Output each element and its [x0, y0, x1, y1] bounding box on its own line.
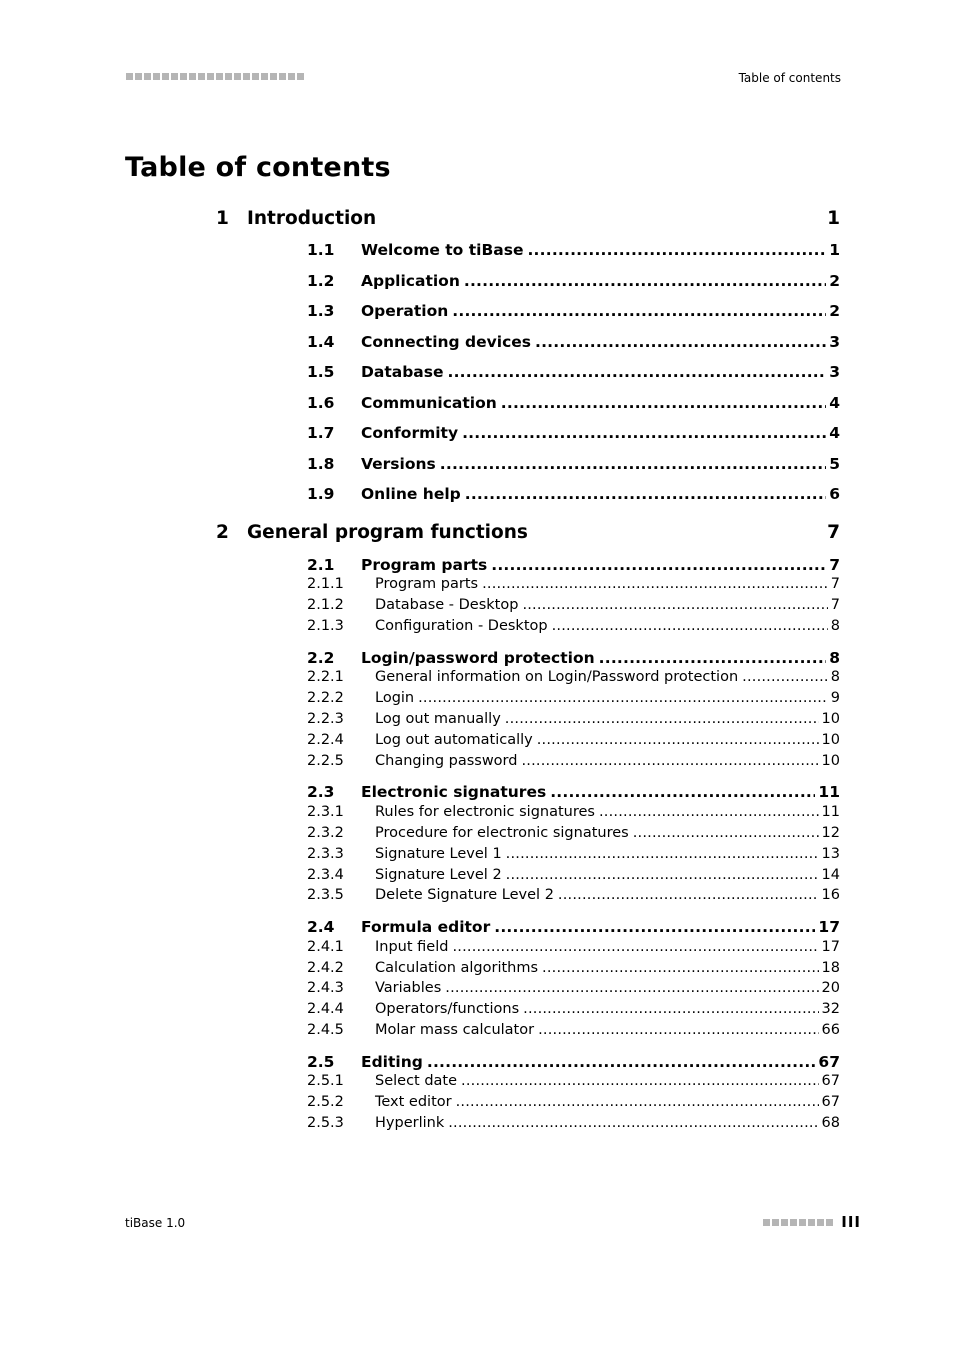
toc-subsection[interactable]: [307, 939, 840, 959]
chapter-title: General program functions: [247, 522, 528, 543]
chapter-title: Introduction: [247, 208, 377, 229]
entry-title: Application: [361, 272, 460, 290]
dot-leader: [491, 556, 826, 574]
dot-leader: [523, 1001, 818, 1017]
entry-page: 3: [829, 333, 840, 351]
dot-leader: [522, 597, 827, 613]
entry-title: Program parts: [375, 576, 479, 592]
entry-page: 17: [818, 918, 840, 936]
toc-subsection[interactable]: [307, 753, 840, 773]
toc-subsection[interactable]: [307, 846, 840, 866]
entry-number: 2.5.3: [307, 1115, 344, 1131]
entry-page: 10: [821, 711, 840, 727]
entry-title: Program parts: [361, 556, 488, 574]
toc-chapter[interactable]: [216, 522, 840, 546]
entry-page: 13: [821, 846, 840, 862]
dot-leader: [482, 576, 828, 592]
entry-number: 2.2.2: [307, 690, 344, 706]
toc-subsection[interactable]: [307, 980, 840, 1000]
entry-title: Operation: [361, 302, 449, 320]
dot-leader: [599, 804, 819, 820]
dot-leader: [742, 669, 828, 685]
dot-leader: [465, 485, 826, 503]
entry-page: 8: [830, 669, 840, 685]
chapter-number: 2: [216, 522, 229, 543]
dot-leader: [552, 618, 828, 634]
entry-title: Signature Level 1: [375, 846, 502, 862]
toc-section[interactable]: [307, 918, 840, 938]
entry-title: General information on Login/Password protection: [375, 669, 739, 685]
entry-title: Calculation algorithms: [375, 960, 539, 976]
entry-page: 11: [821, 804, 840, 820]
entry-page: 68: [821, 1115, 840, 1131]
entry-page: 66: [821, 1022, 840, 1038]
dot-leader: [462, 424, 826, 442]
dot-leader: [527, 241, 826, 259]
entry-title: Select date: [375, 1073, 458, 1089]
footer-page: [763, 1213, 861, 1231]
entry-number: 2.4.4: [307, 1001, 344, 1017]
entry-page: 2: [829, 272, 840, 290]
toc-subsection[interactable]: [307, 1001, 840, 1021]
entry-page: 8: [830, 618, 840, 634]
entry-title: Procedure for electronic signatures: [375, 825, 629, 841]
toc-section[interactable]: [307, 556, 840, 576]
page-number: III: [841, 1213, 861, 1231]
entry-page: 14: [821, 867, 840, 883]
toc-section[interactable]: [307, 241, 840, 261]
dot-leader: [461, 1073, 819, 1089]
dot-leader: [542, 960, 819, 976]
entry-number: 1.6: [307, 394, 335, 412]
entry-page: 10: [821, 732, 840, 748]
entry-number: 2.1.2: [307, 597, 344, 613]
entry-number: 1.2: [307, 272, 335, 290]
entry-number: 2.5: [307, 1053, 335, 1071]
toc-section[interactable]: [307, 1053, 840, 1073]
entry-title: Changing password: [375, 753, 518, 769]
entry-title: Log out manually: [375, 711, 501, 727]
entry-title: Electronic signatures: [361, 783, 547, 801]
entry-number: 2.4.5: [307, 1022, 344, 1038]
toc-subsection[interactable]: [307, 1115, 840, 1135]
entry-page: 16: [821, 887, 840, 903]
toc-section[interactable]: [307, 485, 840, 505]
toc-chapter[interactable]: [216, 208, 840, 232]
running-header: Table of contents: [738, 71, 841, 85]
toc-section[interactable]: [307, 649, 840, 669]
entry-page: 67: [821, 1073, 840, 1089]
dot-leader: [418, 690, 828, 706]
dot-leader: [506, 846, 819, 862]
entry-title: Delete Signature Level 2: [375, 887, 554, 903]
entry-number: 2.3.2: [307, 825, 344, 841]
entry-title: Communication: [361, 394, 497, 412]
entry-title: Molar mass calculator: [375, 1022, 535, 1038]
chapter-number: 1: [216, 208, 229, 229]
entry-number: 2.3.1: [307, 804, 344, 820]
entry-title: Log out automatically: [375, 732, 533, 748]
entry-page: 7: [829, 556, 840, 574]
dot-leader: [445, 980, 818, 996]
toc-section[interactable]: [307, 302, 840, 322]
toc-section[interactable]: [307, 363, 840, 383]
entry-number: 2.2.1: [307, 669, 344, 685]
dot-leader: [440, 455, 826, 473]
entry-number: 2.1.3: [307, 618, 344, 634]
entry-number: 2.4: [307, 918, 335, 936]
entry-title: Configuration - Desktop: [375, 618, 548, 634]
dot-leader: [506, 867, 819, 883]
dot-leader: [464, 272, 826, 290]
entry-page: 20: [821, 980, 840, 996]
entry-number: 2.2.4: [307, 732, 344, 748]
entry-number: 1.5: [307, 363, 335, 381]
entry-number: 1.1: [307, 241, 335, 259]
dot-leader: [452, 939, 818, 955]
toc-section[interactable]: [307, 424, 840, 444]
entry-page: 4: [829, 424, 840, 442]
toc-subsection[interactable]: [307, 804, 840, 824]
page-title: Table of contents: [125, 152, 391, 183]
toc-subsection[interactable]: [307, 825, 840, 845]
footer-product: tiBase 1.0: [125, 1216, 186, 1230]
entry-number: 2.5.2: [307, 1094, 344, 1110]
entry-number: 1.9: [307, 485, 335, 503]
entry-page: 17: [821, 939, 840, 955]
entry-number: 2.5.1: [307, 1073, 344, 1089]
toc-subsection[interactable]: [307, 669, 840, 689]
toc-subsection[interactable]: [307, 732, 840, 752]
dot-leader: [558, 887, 819, 903]
dot-leader: [521, 753, 818, 769]
entry-number: 2.4.1: [307, 939, 344, 955]
toc-subsection[interactable]: [307, 597, 840, 617]
toc-subsection[interactable]: [307, 618, 840, 638]
toc-subsection[interactable]: [307, 1073, 840, 1093]
entry-page: 5: [829, 455, 840, 473]
entry-page: 12: [821, 825, 840, 841]
dot-leader: [448, 363, 827, 381]
entry-number: 2.4.3: [307, 980, 344, 996]
entry-number: 1.8: [307, 455, 335, 473]
entry-title: Hyperlink: [375, 1115, 445, 1131]
entry-page: 7: [830, 597, 840, 613]
dot-leader: [538, 1022, 818, 1038]
entry-page: 67: [821, 1094, 840, 1110]
entry-number: 2.2.3: [307, 711, 344, 727]
toc-section[interactable]: [307, 272, 840, 292]
entry-page: 6: [829, 485, 840, 503]
entry-page: 11: [818, 783, 840, 801]
entry-page: 10: [821, 753, 840, 769]
entry-number: 2.1.1: [307, 576, 344, 592]
entry-title: Login/password protection: [361, 649, 595, 667]
entry-title: Connecting devices: [361, 333, 531, 351]
dot-leader: [427, 1053, 816, 1071]
entry-title: Database - Desktop: [375, 597, 519, 613]
entry-title: Login: [375, 690, 415, 706]
entry-title: Conformity: [361, 424, 459, 442]
entry-title: Online help: [361, 485, 461, 503]
entry-page: 7: [830, 576, 840, 592]
toc-subsection[interactable]: [307, 1022, 840, 1042]
toc-subsection[interactable]: [307, 576, 840, 596]
entry-page: 67: [818, 1053, 840, 1071]
entry-number: 2.3.3: [307, 846, 344, 862]
toc-section[interactable]: [307, 783, 840, 803]
entry-page: 4: [829, 394, 840, 412]
dot-leader: [535, 333, 826, 351]
header-decoration: [126, 73, 306, 80]
entry-page: 18: [821, 960, 840, 976]
toc-subsection[interactable]: [307, 867, 840, 887]
chapter-page: 1: [827, 208, 840, 229]
entry-page: 32: [821, 1001, 840, 1017]
entry-number: 1.4: [307, 333, 335, 351]
entry-title: Formula editor: [361, 918, 491, 936]
entry-title: Versions: [361, 455, 436, 473]
toc-section[interactable]: [307, 394, 840, 414]
entry-number: 1.7: [307, 424, 335, 442]
entry-page: 8: [829, 649, 840, 667]
entry-title: Input field: [375, 939, 449, 955]
entry-number: 1.3: [307, 302, 335, 320]
entry-page: 3: [829, 363, 840, 381]
toc-subsection[interactable]: [307, 960, 840, 980]
entry-number: 2.3.4: [307, 867, 344, 883]
dot-leader: [537, 732, 819, 748]
entry-number: 2.2: [307, 649, 335, 667]
entry-page: 2: [829, 302, 840, 320]
entry-number: 2.2.5: [307, 753, 344, 769]
entry-title: Signature Level 2: [375, 867, 502, 883]
entry-number: 2.1: [307, 556, 335, 574]
footer-decoration: [763, 1219, 835, 1226]
toc-subsection[interactable]: [307, 1094, 840, 1114]
entry-number: 2.4.2: [307, 960, 344, 976]
dot-leader: [452, 302, 826, 320]
entry-title: Variables: [375, 980, 442, 996]
entry-page: 9: [830, 690, 840, 706]
dot-leader: [505, 711, 819, 727]
entry-title: Editing: [361, 1053, 423, 1071]
entry-title: Operators/functions: [375, 1001, 520, 1017]
toc-section[interactable]: [307, 333, 840, 353]
dot-leader: [599, 649, 827, 667]
toc-subsection[interactable]: [307, 711, 840, 731]
entry-title: Text editor: [375, 1094, 452, 1110]
entry-title: Database: [361, 363, 444, 381]
chapter-page: 7: [827, 522, 840, 543]
entry-number: 2.3: [307, 783, 335, 801]
dot-leader: [633, 825, 819, 841]
toc-subsection[interactable]: [307, 690, 840, 710]
dot-leader: [550, 783, 815, 801]
entry-title: Welcome to tiBase: [361, 241, 524, 259]
toc-section[interactable]: [307, 455, 840, 475]
dot-leader: [448, 1115, 818, 1131]
dot-leader: [494, 918, 815, 936]
dot-leader: [501, 394, 826, 412]
entry-page: 1: [829, 241, 840, 259]
entry-number: 2.3.5: [307, 887, 344, 903]
entry-title: Rules for electronic signatures: [375, 804, 595, 820]
dot-leader: [456, 1094, 819, 1110]
toc-subsection[interactable]: [307, 887, 840, 907]
